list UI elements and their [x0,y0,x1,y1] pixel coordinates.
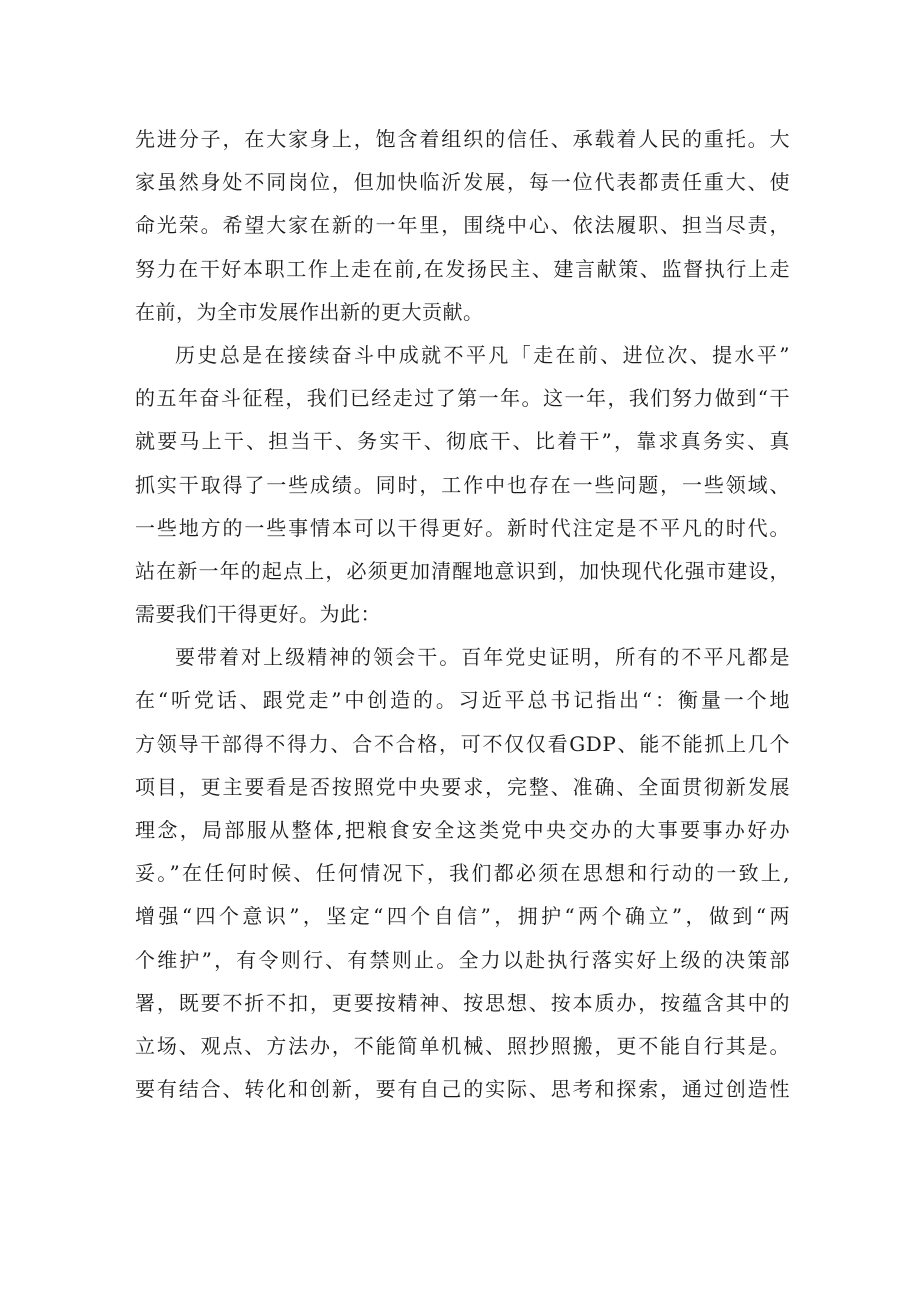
text-line: 立场、观点、方法办，不能简单机械、照抄照搬，更不能自行其是。 [135,1033,790,1058]
text-line: 方领导干部得不得力、合不合格，可不仅仅看GDP、能不能抓上几个 [135,731,790,756]
text-line: 一些地方的一些事情本可以干得更好。新时代注定是不平凡的时代。 [135,515,790,540]
text-line: 要有结合、转化和创新，要有自己的实际、思考和探索，通过创造性 [135,1077,790,1102]
text-line: 个维护”，有令则行、有禁则止。全力以赴执行落实好上级的决策部 [135,947,790,972]
text-line: 家虽然身处不同岗位，但加快临沂发展，每一位代表都责任重大、使 [135,170,790,195]
text-line: 抓实干取得了一些成绩。同时，工作中也存在一些问题，一些领域、 [135,472,790,497]
text-line: 在“听党话、跟党走”中创造的。习近平总书记指出“：衡量一个地 [135,688,790,713]
text-line: 增强“四个意识”，坚定“四个自信”，拥护“两个确立”，做到“两 [135,904,790,929]
text-line: 的五年奋斗征程，我们已经走过了第一年。这一年，我们努力做到“干 [135,386,790,411]
text-line: 要带着对上级精神的领会干。百年党史证明，所有的不平凡都是 [175,645,790,670]
text-line: 项目，更主要看是否按照党中央要求，完整、准确、全面贯彻新发展 [135,774,790,799]
text-line: 努力在干好本职工作上走在前,在发扬民主、建言献策、监督执行上走 [135,256,790,281]
body-text [135,118,790,1111]
text-line: 就要马上干、担当干、务实干、彻底干、比着干”，靠求真务实、真 [135,429,790,454]
text-line: 理念，局部服从整体,把粮食安全这类党中央交办的大事要事办好办 [135,818,790,842]
text-line: 需要我们干得更好。为此： [135,602,381,627]
text-line: 妥。”在任何时候、任何情况下，我们都必须在思想和行动的一致上, [135,861,790,886]
text-line: 署，既要不折不扣，更要按精神、按思想、按本质办，按蕴含其中的 [135,990,790,1015]
text-line: 在前，为全市发展作出新的更大贡献。 [135,299,484,324]
text-line: 历史总是在接续奋斗中成就不平凡「走在前、进位次、提水平” [175,342,790,367]
text-line: 站在新一年的起点上，必须更加清醒地意识到，加快现代化强市建设， [135,558,790,583]
text-line: 先进分子，在大家身上，饱含着组织的信任、承载着人民的重托。大 [135,127,790,151]
text-line: 命光荣。希望大家在新的一年里，围绕中心、依法履职、担当尽责， [135,213,790,238]
